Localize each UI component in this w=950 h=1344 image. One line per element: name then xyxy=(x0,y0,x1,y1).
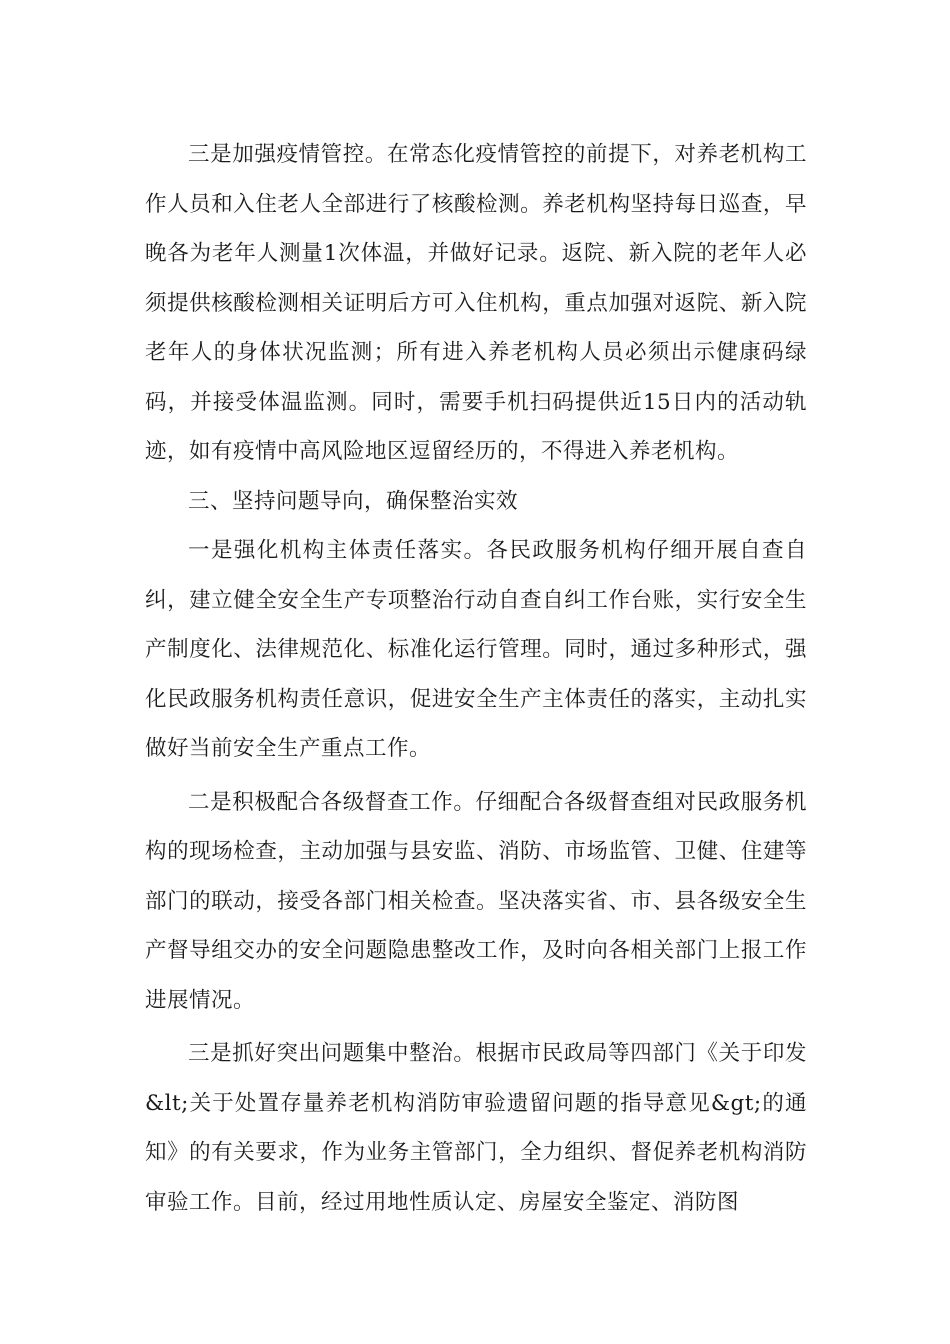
section-heading: 三、坚持问题导向，确保整治实效 xyxy=(188,488,519,514)
paragraph-inspection: 二是积极配合各级督查工作。仔细配合各级督查组对民政服务机构的现场检查，主动加强与县安监、消防、市场监管、卫健、住建等部门的联动，接受各部门相关检查。坚决落实省、市、县各级安全生产督导组交办的安全问题隐患整改工作，及时向各相关部门上报工作进展情况。 xyxy=(145,789,807,1013)
paragraph-responsibility: 一是强化机构主体责任落实。各民政服务机构仔细开展自查自纠，建立健全安全生产专项整治行动自查自纠工作台账，实行安全生产制度化、法律规范化、标准化运行管理。同时，通过多种形式，强化民政服务机构责任意识，促进安全生产主体责任的落实，主动扎实做好当前安全生产重点工作。 xyxy=(145,538,807,761)
document-body xyxy=(145,130,807,1227)
paragraph-rectification: 三是抓好突出问题集中整治。根据市民政局等四部门《关于印发&lt;关于处置存量养老机构消防审验遗留问题的指导意见&gt;的通知》的有关要求，作为业务主管部门，全力组织、督促养老机构消防审验工作。目前，经过用地性质认定、房屋安全鉴定、消防图 xyxy=(145,1041,807,1215)
paragraph-epidemic-control: 三是加强疫情管控。在常态化疫情管控的前提下，对养老机构工作人员和入住老人全部进行了核酸检测。养老机构坚持每日巡查，早晚各为老年人测量1次体温，并做好记录。返院、新入院的老年人必须提供核酸检测相关证明后方可入住机构，重点加强对返院、新入院老年人的身体状况监测；所有进入养老机构人员必须出示健康码绿码，并接受体温监测。同时，需要手机扫码提供近15日内的活动轨迹，如有疫情中高风险地区逗留经历的，不得进入养老机构。 xyxy=(145,142,807,464)
